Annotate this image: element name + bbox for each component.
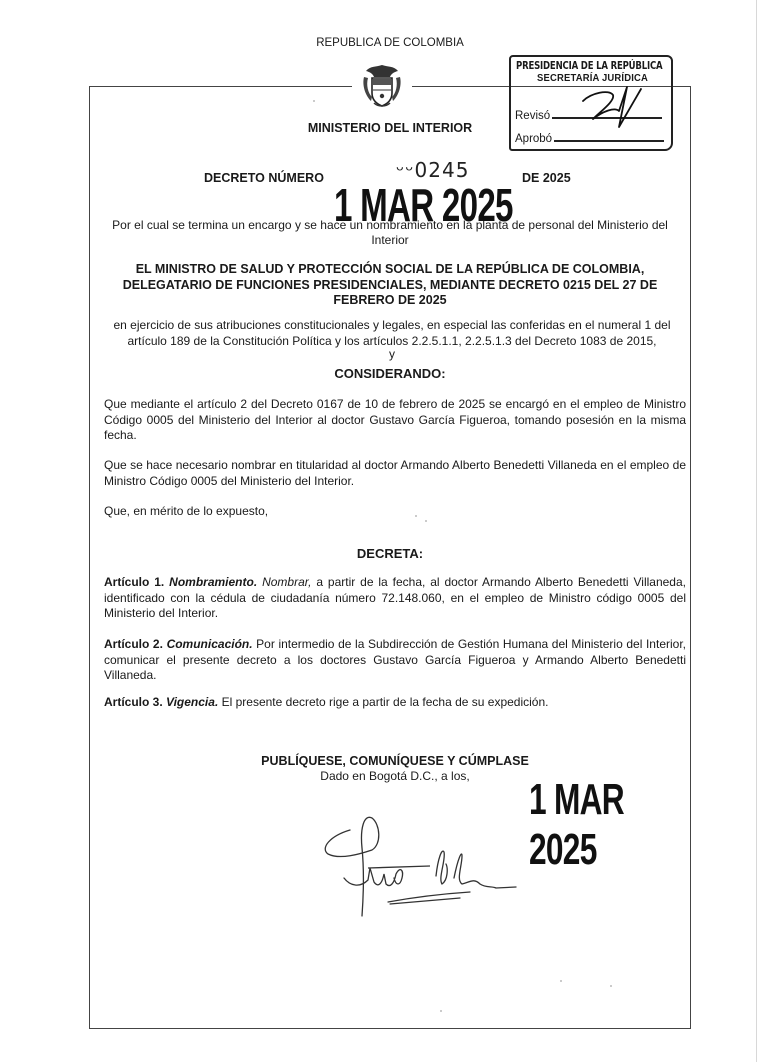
legal-attributions [96,318,688,359]
considerando-paragraph: Que, en mérito de lo expuesto, [104,504,269,518]
article-body: Por intermedio de la Subdirección de Gestión Humana del Ministerio del Interior, comunicar el presente decreto a los doctores Gustavo García Figueroa y Armando Alberto Benedetti Villaneda. [104,637,686,682]
decreta-heading: DECRETA: [356,546,424,561]
article-1 [104,575,686,622]
page-edge [756,0,757,1062]
date-stamp-top: 1 MAR 2025 [334,179,513,231]
considerando-heading: CONSIDERANDO: [334,366,446,381]
date-stamp-bottom: 1 MAR 2025 [529,775,624,874]
article-title: Comunicación. [166,637,253,651]
scan-speck [425,520,427,522]
scan-speck [415,515,417,517]
approved-label: Aprobó [515,133,553,145]
decree-number-label: DECRETO NÚMERO [204,171,324,185]
scan-speck [440,1010,442,1012]
given-at: Dado en Bogotá D.C., a los, [320,769,470,783]
article-title: Vigencia. [166,695,219,709]
review-stamp [509,55,677,155]
article-body: El presente decreto rige a partir de la fecha de su expedición. [218,695,549,709]
article-3 [104,695,686,711]
handwritten-signature-icon [320,808,530,918]
considerando-paragraph: Que mediante el artículo 2 del Decreto 0167 de 10 de febrero de 2025 se encargó en el empleo de Ministro Código 0005 del Ministerio del Interior al doctor Gustavo García Figueroa, tomando posesión en la misma fecha. [104,397,686,442]
article-label: Artículo 3. [104,695,163,709]
approved-line [554,140,664,142]
scan-speck [313,100,315,102]
article-body: a partir de la fecha, al doctor Armando Alberto Benedetti Villaneda, identificado con la cédula de ciudadanía número 72.148.060, en el empleo de Ministro código 0005 del Ministerio del Interior. [104,575,686,620]
article-title: Nombramiento. [169,575,258,589]
reviewer-initials-icon [579,81,649,136]
article-2 [104,637,686,684]
scan-speck [610,985,612,987]
article-label: Artículo 1. [104,575,165,589]
decree-number-prefix: ᵕᵕ [396,158,415,182]
attributions-conjunction: y [389,347,395,361]
colombia-coat-of-arms-icon [360,63,404,109]
scan-speck [560,980,562,982]
closing-formula: PUBLÍQUESE, COMUNÍQUESE Y CÚMPLASE [261,754,529,768]
decree-number-value: 0245 [414,158,470,182]
ministry-name: MINISTERIO DEL INTERIOR [307,121,473,135]
decree-subtitle: Por el cual se termina un encargo y se hace un nombramiento en la planta de personal del Ministerio del Interior [112,218,668,247]
considerando-paragraph: Que se hace necesario nombrar en titularidad al doctor Armando Alberto Benedetti Villaneda en el empleo de Ministro Código 0005 del Ministerio del Interior. [104,458,686,488]
article-emphasis: Nombrar, [262,575,312,589]
reviewed-label: Revisó [515,110,551,122]
article-label: Artículo 2. [104,637,163,651]
decree-year: DE 2025 [522,171,571,185]
review-stamp-title: PRESIDENCIA DE LA REPÚBLICA [516,59,663,72]
review-stamp-subtitle: SECRETARÍA JURÍDICA [537,72,649,84]
attributions-text: en ejercicio de sus atribuciones constitucionales y legales, en especial las conferidas en el numeral 1 del artículo 189 de la Constitución Política y los artículos 2.2.5.1.1, 2.2.5.1.3 del Decreto 1083 de 2015, [113,318,671,348]
issuing-authority: EL MINISTRO DE SALUD Y PROTECCIÓN SOCIAL DE LA REPÚBLICA DE COLOMBIA, DELEGATARIO DE FUNCIONES PRESIDENCIALES, MEDIANTE DECRETO 0215 DEL 27 DE FEBRERO DE 2025 [122,262,658,307]
country-heading: REPUBLICA DE COLOMBIA [316,37,464,49]
